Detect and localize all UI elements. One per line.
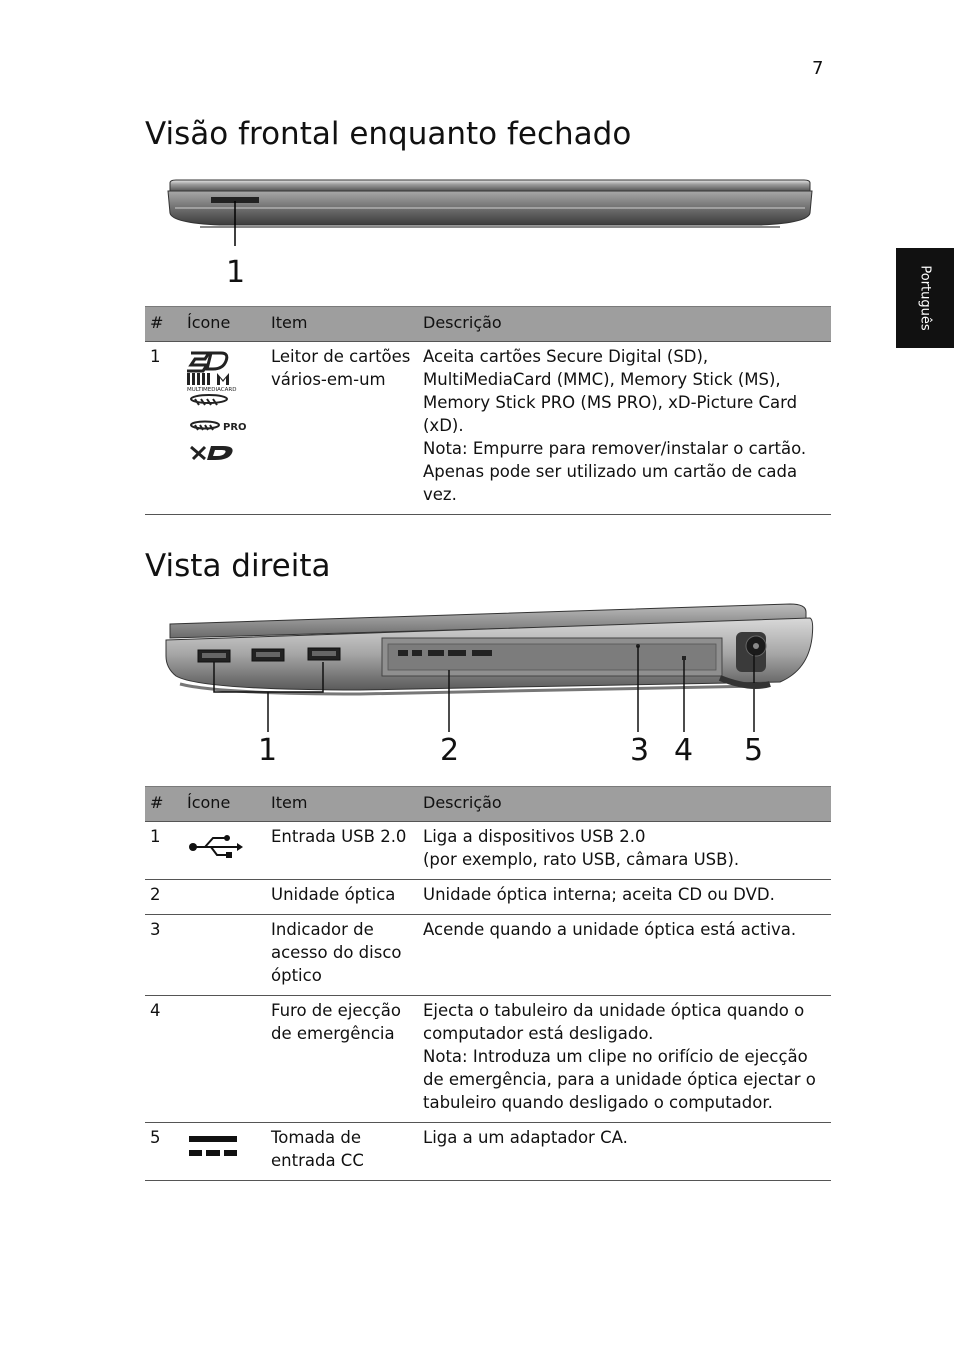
row-icon-cell — [187, 880, 271, 915]
header-description: Descrição — [423, 787, 831, 822]
row-description: Unidade óptica interna; aceita CD ou DVD. — [423, 880, 831, 915]
table-row — [145, 915, 831, 996]
row-icon-cell — [187, 1123, 271, 1181]
header-description: Descrição — [423, 307, 831, 342]
row-item: Tomada de entrada CC — [271, 1123, 423, 1181]
callout-4-right: 4 — [674, 733, 694, 768]
description-text: Aceita cartões Secure Digital (SD), MultiMediaCard (MMC), Memory Stick (MS), Memory Stick PRO (MS PRO), xD-Picture Card (xD). — [423, 347, 798, 435]
description-example: (por exemplo, rato USB, câmara USB). — [423, 850, 740, 869]
language-tab — [896, 248, 954, 348]
header-icon: Ícone — [187, 307, 271, 342]
front-view-table — [145, 306, 831, 515]
row-item: Unidade óptica — [271, 880, 423, 915]
dc-power-icon — [187, 1132, 239, 1162]
row-number: 2 — [145, 880, 187, 915]
right-view-table — [145, 786, 831, 1181]
row-item: Indicador de acesso do disco óptico — [271, 915, 423, 996]
multimediacard-logo-text: MULTIMEDIACARD — [187, 387, 237, 393]
table-row — [145, 342, 831, 515]
laptop-front-view-illustration — [160, 175, 820, 250]
callout-5-right: 5 — [744, 733, 764, 768]
page-number: 7 — [812, 58, 824, 79]
table-row — [145, 1123, 831, 1181]
callout-3-right: 3 — [630, 733, 650, 768]
header-number: # — [145, 307, 187, 342]
row-number: 3 — [145, 915, 187, 996]
row-icon-cell — [187, 915, 271, 996]
header-icon: Ícone — [187, 787, 271, 822]
header-item: Item — [271, 787, 423, 822]
laptop-right-view-illustration — [160, 598, 820, 743]
row-item: Leitor de cartões vários-em-um — [271, 342, 423, 515]
row-number: 5 — [145, 1123, 187, 1181]
section-title-front-closed: Visão frontal enquanto fechado — [145, 116, 632, 152]
note-label: Nota: — [423, 439, 468, 458]
row-description: Acende quando a unidade óptica está activa. — [423, 915, 831, 996]
header-number: # — [145, 787, 187, 822]
callout-2-right: 2 — [440, 733, 460, 768]
callout-1-right: 1 — [258, 733, 278, 768]
callout-1-front: 1 — [226, 255, 246, 290]
header-item: Item — [271, 307, 423, 342]
row-number: 1 — [145, 822, 187, 880]
card-reader-logos-icon — [187, 347, 257, 467]
section-title-right-view: Vista direita — [145, 548, 331, 584]
note-text: Empurre para remover/instalar o cartão. Apenas pode ser utilizado um cartão de cada vez. — [423, 439, 807, 504]
row-description: Liga a um adaptador CA. — [423, 1123, 831, 1181]
row-item: Entrada USB 2.0 — [271, 822, 423, 880]
description-text: Ejecta o tabuleiro da unidade óptica quando o computador está desligado. — [423, 1001, 805, 1043]
row-description — [423, 996, 831, 1123]
row-description — [423, 822, 831, 880]
ms-pro-logo-text: PRO — [223, 422, 247, 433]
row-description — [423, 342, 831, 515]
row-icon-cell — [187, 822, 271, 880]
note-label: Nota: — [423, 1047, 468, 1066]
table-row — [145, 880, 831, 915]
language-tab-label: Português — [917, 265, 933, 331]
table-header-row — [145, 787, 831, 822]
row-icon-cell — [187, 342, 271, 515]
table-row — [145, 996, 831, 1123]
usb-ports — [198, 648, 340, 662]
note-text: Introduza um clipe no orifício de ejecção de emergência, para a unidade óptica ejectar o tabuleiro quando desligado o computador. — [423, 1047, 816, 1112]
description-text: Liga a dispositivos USB 2.0 — [423, 827, 646, 846]
table-row — [145, 822, 831, 880]
row-item: Furo de ejecção de emergência — [271, 996, 423, 1123]
usb-icon — [187, 833, 243, 861]
row-number: 1 — [145, 342, 187, 515]
row-number: 4 — [145, 996, 187, 1123]
row-icon-cell — [187, 996, 271, 1123]
table-header-row — [145, 307, 831, 342]
